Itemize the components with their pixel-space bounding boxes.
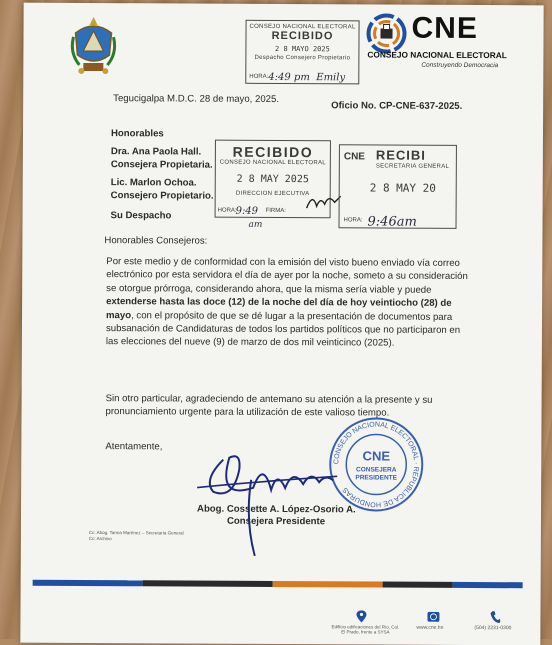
received-stamp-top [245, 20, 359, 85]
footer-bar-blue [33, 580, 143, 587]
p1-line-5-rest: , con el propósito de que se dé lugar a la presentación de documentos para [131, 309, 453, 323]
stamp-org: CONSEJO NACIONAL ELECTORAL [249, 23, 356, 31]
p1-line-6: subsanación de Candidaturas de todos los partidos políticos que no participaron en [105, 323, 461, 336]
stamp1-office: DIRECCION EJECUTIVA [235, 190, 310, 198]
p2-line-1: Sin otro particular, agradeciendo de antemano su atención a la presente y su [105, 393, 433, 406]
cne-logo-icon [365, 12, 407, 54]
stamp2-hora-label: HORA: [343, 217, 363, 224]
p1-line-4: extenderse hasta las doce (12) de la noche del día de hoy veintiocho (28) de [106, 296, 452, 310]
brand-acronym: CNE [411, 11, 478, 46]
footer-phone: (504) 2231-0300 [474, 625, 512, 632]
footer-bar-dark-2 [383, 582, 453, 588]
place-date: Tegucigalpa M.D.C. 28 de mayo, 2025. [113, 93, 280, 105]
p1-line-3: se otorgue prórroga, considerando ahora, que la misma sería viable y puede [106, 282, 432, 296]
cc-line-2: Cc: Archivo [88, 535, 112, 542]
footer-website: www.cne.hn [416, 624, 444, 631]
stamp1-am: am [248, 219, 263, 230]
phone-icon [490, 611, 500, 623]
p2-line-2: pronunciamiento urgente para la utilización de este valioso tiempo. [105, 406, 390, 419]
handwritten-signature [193, 440, 344, 561]
p1-line-5-bold: mayo [106, 309, 132, 321]
signer-title: Consejera Presidente [226, 515, 326, 528]
footer-bar-orange [273, 581, 383, 588]
seal-acronym: CNE [362, 448, 391, 464]
signer-name: Abog. Cossette A. López-Osorio A. [197, 503, 356, 516]
salutation: Honorables Consejeros: [104, 235, 208, 247]
stamp2-acronym: CNE [343, 151, 366, 163]
stamp-hora-label: HORA: [249, 73, 269, 80]
stamp1-firma-label: FIRMA: [265, 207, 286, 215]
closing: Atentamente, [105, 441, 163, 453]
recipient2-name: Lic. Marlon Ochoa. [110, 177, 197, 189]
oficio-number: Oficio No. CP-CNE-637-2025. [331, 100, 463, 112]
stamp-signature: Emily [316, 72, 346, 84]
seal-line1: CONSEJERA [355, 466, 397, 474]
p1-line-1: Por este medio y de conformidad con la emisión del visto bueno enviado vía correo [106, 256, 460, 269]
recipient1-title: Consejera Propietaria. [110, 159, 213, 171]
honorables-heading: Honorables [110, 128, 164, 140]
stamp-hora-handwritten: 4:49 pm [268, 71, 310, 84]
recipient2-title: Consejero Propietario. [110, 190, 214, 202]
stamp1-org: CONSEJO NACIONAL ELECTORAL [219, 159, 326, 167]
footer-bar-dark [143, 580, 273, 587]
globe-icon [427, 612, 439, 622]
stamp1-title: RECIBIDO [232, 143, 314, 161]
stamp-date: 2 8 MAYO 2025 [275, 44, 330, 54]
received-stamp-secretaria [339, 144, 457, 229]
paragraph-1 [106, 255, 496, 351]
footer-bar-blue-2 [453, 582, 523, 588]
seal-line2: PRESIDENTE [355, 474, 397, 482]
stamp2-office: SECRETARIA GENERAL [375, 163, 450, 170]
stamp2-date: 2 8 MAY 20 [369, 181, 436, 195]
stamp2-hora-handwritten: 9:46am [367, 214, 417, 230]
footer-address: Edificio edificaciones del Río, Col. El Prado, frente a SYSA [331, 624, 400, 635]
brand-slogan: Construyendo Democracia [421, 61, 499, 70]
letter-page [20, 3, 543, 645]
su-despacho: Su Despacho [110, 210, 172, 222]
location-pin-icon [356, 610, 366, 622]
p1-line-7: las elecciones del nueve (9) de marzo de dos mil veinticinco (2025). [105, 336, 395, 350]
stamp-office: Despacho Consejero Propietario [254, 54, 351, 62]
stamp2-title: RECIBI [375, 147, 426, 163]
stamp1-hora-label: HORA: [217, 207, 237, 214]
brand-name: CONSEJO NACIONAL ELECTORAL [367, 49, 507, 61]
stamp-title: RECIBIDO [271, 29, 334, 43]
coat-of-arms-icon [69, 15, 117, 77]
p1-line-2: electrónico por esta servidora el día de ayer por la noche, someto a su consideración [106, 269, 468, 283]
recipient1-name: Dra. Ana Paola Hall. [110, 146, 202, 158]
stamp1-date: 2 8 MAY 2025 [236, 173, 309, 186]
paragraph-2 [106, 392, 496, 421]
seal-ring-text: CONSEJO NACIONAL ELECTORAL · REPUBLICA DE HONDURAS [333, 421, 420, 508]
cc-line-1: Cc: Abog. Tanna Martínez – Secretaría General [88, 529, 184, 536]
stamp1-hora-handwritten: 9:49 [235, 205, 259, 217]
